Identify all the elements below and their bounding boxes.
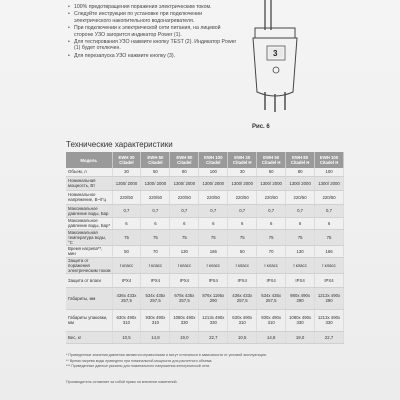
value-cell: IPX4 <box>199 273 228 287</box>
table-row <box>66 229 344 245</box>
value-cell: I класс <box>170 257 199 273</box>
value-cell: 220/50 <box>170 190 199 204</box>
value-cell: 0,7 <box>228 204 257 217</box>
value-cell: 678x 435x 257,5 <box>170 287 199 309</box>
value-cell: 19,0 <box>170 331 199 343</box>
param-cell: Максимальная температура воды, °С <box>66 229 112 245</box>
table-body <box>66 168 344 343</box>
value-cell: 14,8 <box>141 331 170 343</box>
table-row <box>66 287 344 309</box>
value-cell: 1300/ 2000 <box>199 176 228 190</box>
value-cell: I класс <box>112 257 141 273</box>
value-cell: 1213x 490x 330 <box>199 309 228 331</box>
value-cell: 6 <box>286 217 315 229</box>
value-cell: 220/50 <box>228 190 257 204</box>
header-cell: EWH 30 Citadel H <box>228 152 257 168</box>
value-cell: 100 <box>199 168 228 176</box>
value-cell: 1300/ 2000 <box>228 176 257 190</box>
table-row <box>66 273 344 287</box>
value-cell: 630x 490x 310 <box>112 309 141 331</box>
value-cell: 6 <box>112 217 141 229</box>
value-cell: 980x 490x 290 <box>286 287 315 309</box>
value-cell: 80 <box>286 168 315 176</box>
value-cell: 220/50 <box>141 190 170 204</box>
value-cell: 22,7 <box>315 331 344 343</box>
bullet-item: • Для перезапуска УЗО нажмите кнопку (3). <box>68 53 238 59</box>
value-cell: 1213x 490x 290 <box>315 287 344 309</box>
value-cell: 220/50 <box>199 190 228 204</box>
value-cell: 876x 1195x 290 <box>199 287 228 309</box>
value-cell: 0,7 <box>286 204 315 217</box>
value-cell: 100 <box>315 168 344 176</box>
value-cell: IPX4 <box>141 273 170 287</box>
value-cell: IPX4 <box>286 273 315 287</box>
value-cell: 6 <box>315 217 344 229</box>
value-cell: 220/50 <box>315 190 344 204</box>
value-cell: 1300/ 2000 <box>315 176 344 190</box>
param-cell: Номинальное напряжение, В~/Гц <box>66 190 112 204</box>
rcd-plug-figure <box>235 0 325 120</box>
table-row <box>66 176 344 190</box>
value-cell: 534x 435x 257,5 <box>141 287 170 309</box>
value-cell: 1080x 490x 330 <box>170 309 199 331</box>
value-cell: 1300/ 2000 <box>286 176 315 190</box>
table-row <box>66 257 344 273</box>
header-cell: EWH 50 Citadel H <box>257 152 286 168</box>
figure-number: 3 <box>273 49 278 58</box>
header-cell: EWH 50 Citadel <box>141 152 170 168</box>
param-cell: Защита от влаги <box>66 273 112 287</box>
header-cell: Модель <box>66 152 112 168</box>
value-cell: 166 <box>315 245 344 257</box>
value-cell: 166 <box>199 245 228 257</box>
figure-caption: Рис. 6 <box>252 124 270 130</box>
param-cell: Габариты упаковки, мм <box>66 309 112 331</box>
value-cell: 6 <box>199 217 228 229</box>
header-cell: EWH 100 Citadel <box>199 152 228 168</box>
value-cell: 1080x 490x 330 <box>286 309 315 331</box>
value-cell: 80 <box>170 168 199 176</box>
section-title: Технические характеристики <box>66 140 173 149</box>
value-cell: IPX4 <box>112 273 141 287</box>
value-cell: 30 <box>228 168 257 176</box>
value-cell: 50 <box>257 168 286 176</box>
table-row <box>66 245 344 257</box>
value-cell: 30 <box>112 168 141 176</box>
table-row <box>66 168 344 176</box>
value-cell: 75 <box>286 229 315 245</box>
value-cell: IPX4 <box>315 273 344 287</box>
value-cell: 75 <box>315 229 344 245</box>
value-cell: 0,7 <box>141 204 170 217</box>
param-cell: Максимальное давление воды, Бар* <box>68 218 111 228</box>
bullet-item: • Следуйте инструкции по установке при подключении электрического накопительного водонагревателя. <box>68 11 238 24</box>
value-cell: 6 <box>170 217 199 229</box>
value-cell: 75 <box>170 229 199 245</box>
value-cell: 0,7 <box>315 204 344 217</box>
footnotes <box>66 353 336 370</box>
footnote: ** Время нагрева воды приведено при номинальной мощности для расчетного объема. <box>66 358 213 363</box>
value-cell: 75 <box>257 229 286 245</box>
value-cell: 14,8 <box>257 331 286 343</box>
bullet-item: • 100% предотвращения поражения электрическим током. <box>68 4 238 10</box>
bullet-item: • При подключении к электрической сети питания, на лицевой стороне УЗО загорится индикатор Power (1). <box>68 25 238 38</box>
footnote: * Приведенные значения давления являются справочными и могут отличаться в зависимости от условий эксплуатации. <box>66 353 267 357</box>
value-cell: 50 <box>112 245 141 257</box>
value-cell: I класс <box>315 257 344 273</box>
value-cell: 220/50 <box>286 190 315 204</box>
value-cell: 1300/ 2000 <box>112 176 141 190</box>
value-cell: IPX4 <box>170 273 199 287</box>
value-cell: I класс <box>286 257 315 273</box>
param-cell: Габариты, мм <box>66 287 112 309</box>
value-cell: IPX4 <box>257 273 286 287</box>
param-cell: Объем, л <box>66 168 112 176</box>
value-cell: 0,7 <box>112 204 141 217</box>
value-cell: 436x 433x 257,5 <box>228 287 257 309</box>
header-cell: EWH 100 Citadel H <box>315 152 344 168</box>
footer-note: Производитель оставляет за собой право на внесение изменений. <box>66 380 178 384</box>
value-cell: I класс <box>199 257 228 273</box>
value-cell: 70 <box>257 245 286 257</box>
value-cell: 6 <box>141 217 170 229</box>
value-cell: 19,0 <box>286 331 315 343</box>
value-cell: I класс <box>257 257 286 273</box>
header-cell: EWH 80 Citadel H <box>286 152 315 168</box>
table-row <box>66 204 344 217</box>
value-cell: 930x 490x 310 <box>141 309 170 331</box>
value-cell: 75 <box>141 229 170 245</box>
value-cell: 1213x 490x 330 <box>315 309 344 331</box>
spec-table <box>66 152 344 344</box>
value-cell: 75 <box>199 229 228 245</box>
value-cell: 10,5 <box>228 331 257 343</box>
param-cell: Номинальная мощность, Вт <box>66 176 112 190</box>
value-cell: 70 <box>141 245 170 257</box>
value-cell: 436x 433x 257,5 <box>112 287 141 309</box>
value-cell: 22,7 <box>199 331 228 343</box>
value-cell: 130 <box>286 245 315 257</box>
value-cell: 1300/ 2000 <box>141 176 170 190</box>
value-cell: 534x 435x 257,5 <box>257 287 286 309</box>
value-cell: 10,5 <box>112 331 141 343</box>
table-row <box>66 309 344 331</box>
value-cell: 75 <box>112 229 141 245</box>
table-header-row <box>66 152 344 168</box>
bullet-item: • Для тестирования УЗО нажмите кнопку TEST (2). Индикатор Power (1) будет отключен. <box>68 39 238 52</box>
param-cell: Время нагрева**, мин <box>66 245 112 257</box>
value-cell: 220/50 <box>257 190 286 204</box>
value-cell: I класс <box>228 257 257 273</box>
param-cell: Защита от поражения электрическим током <box>68 257 111 273</box>
header-cell: EWH 30 Citadel <box>112 152 141 168</box>
value-cell: 930x 490x 310 <box>257 309 286 331</box>
table-row <box>66 331 344 343</box>
param-cell: Максимальное давление воды, Бар <box>66 204 112 217</box>
value-cell: 220/50 <box>112 190 141 204</box>
instruction-bullets <box>68 4 238 60</box>
value-cell: 0,7 <box>199 204 228 217</box>
value-cell: 130 <box>170 245 199 257</box>
value-cell: 50 <box>141 168 170 176</box>
footnote: *** Приведенные данные указаны для номинального напряжения электрической сети. <box>66 364 211 369</box>
value-cell: 1300/ 2000 <box>170 176 199 190</box>
value-cell: 50 <box>228 245 257 257</box>
value-cell: IPX4 <box>228 273 257 287</box>
param-cell: Вес, кг <box>66 331 112 343</box>
value-cell: I класс <box>141 257 170 273</box>
header-cell: EWH 80 Citadel <box>170 152 199 168</box>
value-cell: 630x 490x 310 <box>228 309 257 331</box>
table-row <box>66 190 344 204</box>
value-cell: 6 <box>257 217 286 229</box>
table-row <box>66 217 344 229</box>
value-cell: 6 <box>228 217 257 229</box>
value-cell: 1300/ 2000 <box>257 176 286 190</box>
value-cell: 0,7 <box>170 204 199 217</box>
value-cell: 0,7 <box>257 204 286 217</box>
value-cell: 75 <box>228 229 257 245</box>
